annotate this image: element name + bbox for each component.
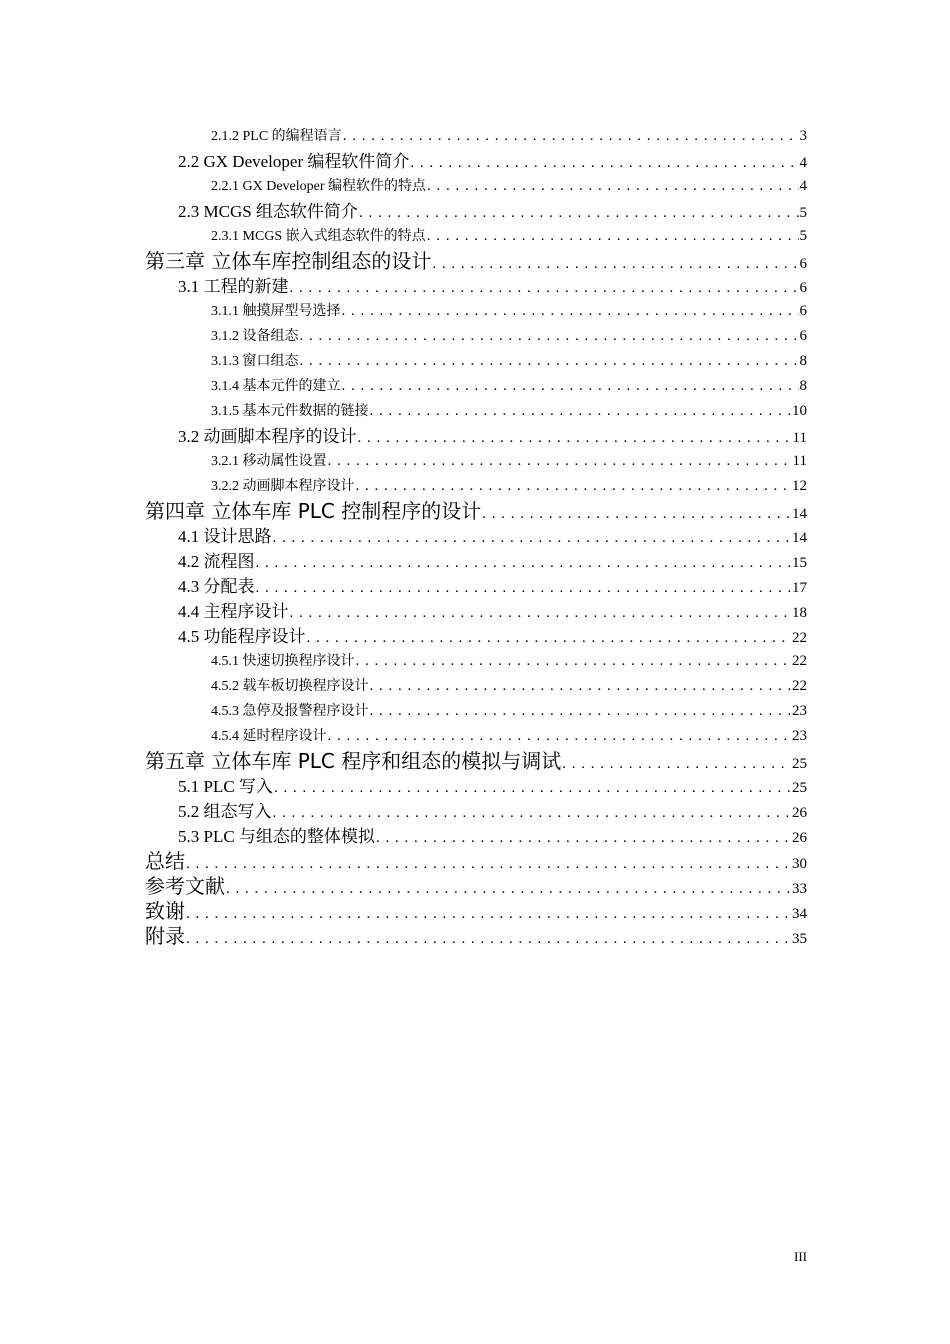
toc-entry-page: 14 [792, 506, 807, 522]
toc-entry-page: 34 [792, 906, 807, 922]
toc-entry-title: 2.3 MCGS 组态软件简介 [178, 202, 358, 221]
toc-entry-page: 33 [792, 881, 807, 897]
toc-entry-page: 6 [799, 256, 807, 272]
toc-entry[interactable] [0, 874, 950, 899]
toc-entry[interactable] [0, 124, 950, 149]
toc-entry-page: 4 [799, 155, 807, 171]
toc-leader-dots [226, 877, 791, 899]
toc-entry-page: 5 [799, 205, 807, 221]
toc-leader-dots [356, 649, 792, 674]
toc-entry-page: 30 [792, 856, 807, 872]
toc-entry[interactable] [0, 599, 950, 624]
toc-entry-page: 3 [799, 128, 807, 144]
toc-leader-dots [307, 626, 792, 649]
toc-entry-page: 22 [792, 678, 807, 694]
toc-entry-page: 14 [792, 530, 807, 546]
toc-leader-dots [274, 776, 791, 799]
toc-leader-dots [290, 601, 792, 624]
toc-entry-page: 11 [792, 453, 807, 469]
toc-entry-title: 3.1.2 设备组态 [211, 329, 299, 344]
toc-entry-page: 4 [799, 178, 807, 194]
toc-entry[interactable] [0, 899, 950, 924]
toc-leader-dots [370, 699, 792, 724]
toc-leader-dots [562, 752, 791, 774]
toc-entry-page: 26 [792, 805, 807, 821]
toc-leader-dots [370, 399, 792, 424]
toc-entry[interactable] [0, 174, 950, 199]
toc-entry-title: 3.2 动画脚本程序的设计 [178, 427, 357, 446]
toc-entry[interactable] [0, 324, 950, 349]
toc-entry[interactable] [0, 424, 950, 449]
toc-leader-dots [328, 724, 792, 749]
toc-entry[interactable] [0, 449, 950, 474]
toc-entry-title: 第五章 立体车库 PLC 程序和组态的模拟与调试 [145, 749, 562, 773]
toc-entry-title: 第四章 立体车库 PLC 控制程序的设计 [145, 499, 482, 523]
toc-entry[interactable] [0, 199, 950, 224]
toc-entry[interactable] [0, 824, 950, 849]
toc-entry[interactable] [0, 499, 950, 524]
toc-entry-page: 6 [799, 303, 807, 319]
toc-entry-title: 4.4 主程序设计 [178, 602, 289, 621]
toc-entry-title: 4.1 设计思路 [178, 527, 272, 546]
toc-entry-title: 2.1.2 PLC 的编程语言 [211, 129, 342, 144]
toc-entry-title: 3.1.5 基本元件数据的链接 [211, 404, 369, 419]
toc-entry-page: 15 [792, 555, 807, 571]
toc-leader-dots [256, 576, 792, 599]
toc-leader-dots [290, 276, 799, 299]
toc-entry-page: 8 [799, 353, 807, 369]
toc-entry[interactable] [0, 624, 950, 649]
toc-entry[interactable] [0, 799, 950, 824]
toc-leader-dots [186, 927, 791, 949]
toc-entry-title: 参考文献 [145, 874, 225, 898]
toc-leader-dots [300, 324, 799, 349]
toc-leader-dots [343, 124, 799, 149]
toc-leader-dots [256, 551, 792, 574]
toc-entry[interactable] [0, 924, 950, 949]
toc-leader-dots [342, 299, 799, 324]
toc-entry[interactable] [0, 749, 950, 774]
toc-entry-page: 6 [799, 328, 807, 344]
toc-entry-title: 3.1.3 窗口组态 [211, 354, 299, 369]
toc-entry-title: 4.5.2 载车板切换程序设计 [211, 679, 369, 694]
toc-entry[interactable] [0, 724, 950, 749]
toc-entry-title: 3.1.1 触摸屏型号选择 [211, 304, 341, 319]
toc-entry-title: 附录 [145, 924, 185, 948]
toc-entry-page: 10 [792, 403, 807, 419]
toc-entry-title: 5.3 PLC 与组态的整体模拟 [178, 827, 375, 846]
toc-entry-title: 4.2 流程图 [178, 552, 255, 571]
toc-leader-dots [300, 349, 799, 374]
toc-entry-page: 17 [792, 580, 807, 596]
toc-entry[interactable] [0, 649, 950, 674]
toc-leader-dots [427, 174, 798, 199]
toc-entry-page: 26 [792, 830, 807, 846]
toc-leader-dots [376, 826, 791, 849]
toc-leader-dots [370, 674, 792, 699]
toc-entry[interactable] [0, 399, 950, 424]
toc-leader-dots [359, 201, 799, 224]
toc-entry-page: 23 [792, 703, 807, 719]
toc-entry-title: 第三章 立体车库控制组态的设计 [145, 249, 432, 273]
toc-leader-dots [328, 449, 792, 474]
toc-entry-page: 22 [792, 630, 807, 646]
toc-entry-page: 12 [792, 478, 807, 494]
toc-leader-dots [410, 151, 798, 174]
toc-entry[interactable] [0, 849, 950, 874]
toc-leader-dots [273, 526, 792, 549]
toc-entry[interactable] [0, 224, 950, 249]
toc-entry-title: 4.5.1 快速切换程序设计 [211, 654, 355, 669]
toc-leader-dots [186, 852, 791, 874]
toc-entry[interactable] [0, 574, 950, 599]
toc-entry-title: 3.1.4 基本元件的建立 [211, 379, 341, 394]
toc-entry-title: 4.5.4 延时程序设计 [211, 729, 327, 744]
toc-entry[interactable] [0, 699, 950, 724]
toc-entry-page: 23 [792, 728, 807, 744]
toc-entry[interactable] [0, 299, 950, 324]
toc-entry-page: 25 [792, 756, 807, 772]
toc-entry-title: 3.2.1 移动属性设置 [211, 454, 327, 469]
toc-entry-title: 4.3 分配表 [178, 577, 255, 596]
toc-entry-page: 18 [792, 605, 807, 621]
toc-leader-dots [432, 252, 798, 274]
toc-entry[interactable] [0, 524, 950, 549]
toc-entry-title: 4.5 功能程序设计 [178, 627, 306, 646]
toc-entry-title: 2.2 GX Developer 编程软件简介 [178, 152, 410, 171]
toc-entry[interactable] [0, 474, 950, 499]
toc-entry-title: 4.5.3 急停及报警程序设计 [211, 704, 369, 719]
toc-entry[interactable] [0, 674, 950, 699]
toc-entry-title: 3.1 工程的新建 [178, 277, 289, 296]
toc-leader-dots [427, 224, 799, 249]
toc-entry[interactable] [0, 349, 950, 374]
toc-entry-title: 5.1 PLC 写入 [178, 777, 273, 796]
toc-entry[interactable] [0, 774, 950, 799]
toc-entry[interactable] [0, 149, 950, 174]
toc-leader-dots [358, 426, 792, 449]
toc-entry-page: 25 [792, 780, 807, 796]
toc-entry-page: 35 [792, 931, 807, 947]
toc-entry-title: 3.2.2 动画脚本程序设计 [211, 479, 355, 494]
toc-entry[interactable] [0, 249, 950, 274]
toc-leader-dots [482, 502, 791, 524]
toc-leader-dots [186, 902, 791, 924]
toc-entry-title: 总结 [145, 849, 185, 873]
toc-entry-page: 8 [799, 378, 807, 394]
toc-entry-title: 致谢 [145, 899, 185, 923]
toc-entry-page: 5 [799, 228, 807, 244]
toc-entry-page: 6 [799, 280, 807, 296]
toc-leader-dots [342, 374, 799, 399]
toc-entry[interactable] [0, 374, 950, 399]
toc-entry[interactable] [0, 274, 950, 299]
toc-entry-title: 2.3.1 MCGS 嵌入式组态软件的特点 [211, 229, 426, 244]
toc-leader-dots [273, 801, 792, 824]
toc-entry-page: 11 [792, 430, 807, 446]
toc-entry[interactable] [0, 549, 950, 574]
table-of-contents [0, 124, 950, 949]
toc-leader-dots [356, 474, 792, 499]
toc-entry-title: 5.2 组态写入 [178, 802, 272, 821]
page-number: III [794, 1249, 807, 1264]
toc-entry-title: 2.2.1 GX Developer 编程软件的特点 [211, 179, 427, 194]
toc-entry-page: 22 [792, 653, 807, 669]
